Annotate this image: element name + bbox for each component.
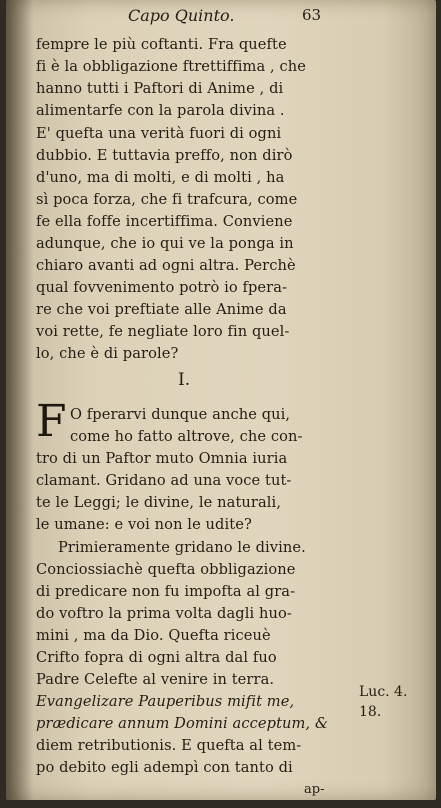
text-line-segment: tro di un Paftor muto Omnia iuria bbox=[36, 450, 288, 467]
text-line: te le Leggi; le divine, le naturali, bbox=[36, 494, 282, 511]
text-line: po debito egli adempì con tanto di bbox=[36, 759, 293, 776]
text-line: Crifto fopra di ogni altra dal fuo bbox=[36, 649, 277, 666]
text-line: O fperarvi dunque anche qui, bbox=[70, 406, 291, 423]
text-line: prædicare annum Domini acceptum, & bbox=[36, 715, 329, 732]
text-line: Conciossiachè quefta obbligazione bbox=[36, 561, 296, 578]
text-line: E' quefta una verità fuori di ogni bbox=[36, 125, 282, 142]
text-line: sì poca forza, che fi trafcura, come bbox=[36, 191, 298, 208]
page-number: 63 bbox=[302, 6, 322, 24]
text-line: di predicare non fu impofta al gra- bbox=[36, 583, 296, 600]
text-line: do voftro la prima volta dagli huo- bbox=[36, 605, 292, 622]
text-line: d'uno, ma di molti, e di molti , ha bbox=[36, 169, 285, 186]
catchword: ap- bbox=[304, 782, 325, 797]
text-line: hanno tutti i Paftori di Anime , di bbox=[36, 80, 284, 97]
text-line: dubbio. E tuttavia preffo, non dirò bbox=[36, 147, 293, 164]
text-line: re che voi preftiate alle Anime da bbox=[36, 301, 287, 318]
book-page bbox=[6, 0, 436, 800]
text-line: chiaro avanti ad ogni altra. Perchè bbox=[36, 257, 296, 274]
text-line: diem retributionis. E quefta al tem- bbox=[36, 737, 302, 754]
text-line: fempre le più coftanti. Fra quefte bbox=[36, 36, 287, 53]
text-line: voi rette, fe negliate loro fin quel- bbox=[36, 323, 290, 340]
text-line: mini , ma da Dio. Quefta riceuè bbox=[36, 627, 271, 644]
text-line: clamant. Gridano ad una voce tut- bbox=[36, 472, 292, 489]
text-line: lo, che è di parole? bbox=[36, 345, 179, 362]
text-line: come ho fatto altrove, che con- bbox=[70, 428, 303, 445]
text-line: Evangelizare Pauperibus mifit me, bbox=[36, 693, 295, 710]
text-line: le umane: e voi non le udite? bbox=[36, 516, 252, 533]
section-number: I. bbox=[178, 370, 191, 390]
text-line bbox=[36, 452, 358, 467]
page-gutter-shadow bbox=[6, 0, 34, 800]
text-line: Primieramente gridano le divine. bbox=[58, 539, 306, 556]
margin-note: Luc. 4. bbox=[359, 684, 408, 700]
text-line: fe ella foffe incertiffima. Conviene bbox=[36, 213, 293, 230]
text-line: Padre Celefte al venire in terra. bbox=[36, 671, 275, 688]
text-line: fi è la obbligazione ftrettiffima , che bbox=[36, 58, 306, 75]
page-header bbox=[6, 6, 436, 26]
running-head: Capo Quinto. bbox=[128, 6, 235, 25]
drop-cap: F bbox=[36, 396, 67, 447]
text-line: adunque, che io qui ve la ponga in bbox=[36, 235, 294, 252]
text-line: alimentarfe con la parola divina . bbox=[36, 102, 285, 119]
margin-note: 18. bbox=[359, 704, 382, 720]
text-line: qual fovvenimento potrò io fpera- bbox=[36, 279, 288, 296]
